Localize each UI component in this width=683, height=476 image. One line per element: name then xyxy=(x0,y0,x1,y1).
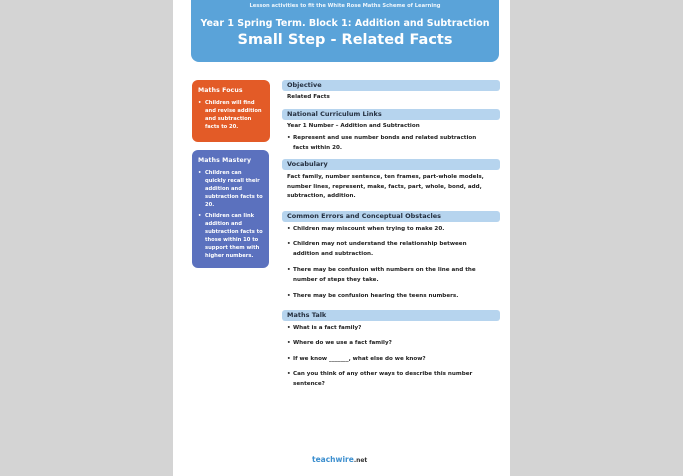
maths-talk-item: • If we know _______, what else do we know? xyxy=(282,355,500,365)
maths-focus-heading: Maths Focus xyxy=(198,87,243,94)
maths-talk-item: • What is a fact family? xyxy=(282,324,500,334)
maths-talk-item: • Can you think of any other ways to describe this number sentence? xyxy=(282,370,500,389)
maths-focus-item: • Children will find and revise addition and subtraction facts to 20. xyxy=(198,99,264,131)
curriculum-heading: National Curriculum Links xyxy=(282,109,500,120)
maths-focus-box xyxy=(192,80,270,142)
maths-talk-heading: Maths Talk xyxy=(282,310,500,321)
page-title: Small Step - Related Facts xyxy=(237,32,453,48)
maths-mastery-item: • Children can link addition and subtraction facts to those within 10 to support them with higher numbers. xyxy=(198,212,263,260)
curriculum-item: • Represent and use number bonds and related subtraction facts within 20. xyxy=(282,134,500,153)
scheme-note: Lesson activities to fit the White Rose Maths Scheme of Learning xyxy=(249,3,441,9)
document-page xyxy=(173,0,510,476)
vocabulary-text: Fact family, number sentence, ten frames, part-whole models, number lines, represent, make, facts, part, whole, bond, add, subtraction, addition. xyxy=(287,174,484,199)
header-banner xyxy=(191,0,499,62)
objective-heading: Objective xyxy=(282,80,500,91)
footer-brand: teachwire xyxy=(312,455,354,464)
error-item: • Children may not understand the relationship between addition and subtraction. xyxy=(282,240,500,259)
objective-text: Related Facts xyxy=(287,94,330,100)
teachwire-logo[interactable] xyxy=(312,455,367,464)
term-subtitle: Year 1 Spring Term. Block 1: Addition and Subtraction xyxy=(200,18,490,29)
content-column xyxy=(282,80,500,389)
footer-suffix: .net xyxy=(353,457,368,464)
error-item: • Children may miscount when trying to make 20. xyxy=(282,225,500,235)
errors-heading: Common Errors and Conceptual Obstacles xyxy=(282,211,500,222)
maths-mastery-heading: Maths Mastery xyxy=(198,157,252,164)
vocabulary-heading: Vocabulary xyxy=(282,159,500,170)
maths-talk-item: • Where do we use a fact family? xyxy=(282,339,500,349)
error-item: • There may be confusion with numbers on the line and the number of steps they take. xyxy=(282,266,500,285)
maths-mastery-item: • Children can quickly recall their addition and subtraction facts to 20. xyxy=(198,169,263,209)
curriculum-subheading: Year 1 Number – Addition and Subtraction xyxy=(287,122,420,129)
maths-mastery-box xyxy=(192,150,269,268)
error-item: • There may be confusion hearing the teens numbers. xyxy=(282,292,500,302)
